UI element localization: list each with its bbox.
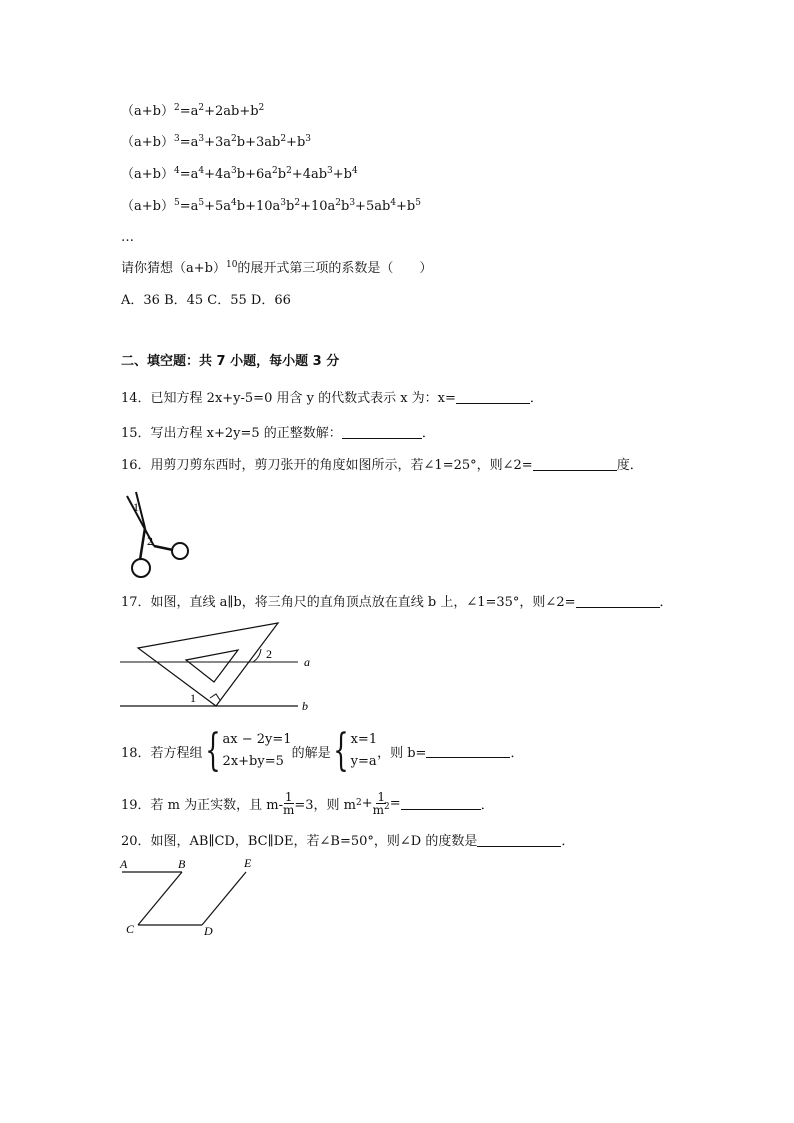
answer-blank[interactable]	[533, 458, 617, 471]
q19-mid: =3，则 m	[294, 797, 357, 813]
angle-label-1: 1	[133, 500, 139, 514]
parallel-lines-figure	[118, 855, 258, 937]
q20-text: 20．如图，AB∥CD，BC∥DE，若∠B=50°，则∠D 的度数是	[121, 834, 478, 849]
denominator-base: m	[372, 802, 385, 817]
denominator	[372, 801, 390, 817]
equals-sign: =	[389, 795, 401, 811]
left-brace: {	[332, 725, 349, 776]
equation-system	[223, 729, 292, 773]
q15-text: 15．写出方程 x+2y=5 的正整数解：	[121, 426, 342, 441]
point-label-D: D	[204, 924, 213, 937]
expansion-lhs: （a+b）	[121, 104, 174, 119]
q18-end: ．	[510, 745, 524, 761]
question-17	[121, 594, 673, 612]
q13-power: 10	[225, 260, 238, 270]
answer-blank[interactable]	[477, 834, 561, 847]
denominator-power: 2	[384, 801, 390, 812]
q18-after: ，则 b=	[377, 745, 427, 761]
equation-1: ax − 2y=1	[222, 732, 292, 747]
angle-label-1: 1	[190, 691, 196, 705]
expansion-lhs: （a+b）	[121, 199, 174, 214]
fraction-1-over-m-squared	[373, 791, 390, 816]
question-18	[121, 725, 524, 776]
answer-blank[interactable]	[456, 391, 530, 404]
ellipsis: …	[121, 230, 134, 245]
point-label-B: B	[178, 857, 186, 871]
q18-prefix: 18．若方程组	[121, 745, 203, 761]
q14-end: ．	[529, 391, 543, 406]
question-14	[121, 390, 543, 408]
expansion-rhs: $=a^5+5a^4b+10a^3b^2+10a^2b^3+5ab^4+b^5$	[179, 198, 421, 214]
left-brace: {	[204, 725, 221, 776]
point-label-A: A	[120, 857, 128, 871]
answer-blank[interactable]	[342, 426, 422, 439]
question-15	[121, 425, 435, 443]
expansion-power: 2	[173, 103, 180, 113]
numerator: 1	[377, 789, 386, 804]
q16-end: 度．	[616, 458, 643, 473]
expansion-line-5	[121, 198, 421, 216]
expansion-rhs: $=a^3+3a^2b+3ab^2+b^3$	[179, 134, 311, 150]
numerator: 1	[284, 789, 293, 804]
denominator: m	[283, 802, 295, 817]
expansion-line-3	[121, 134, 311, 152]
expansion-line-2	[121, 103, 264, 121]
q16-text: 16．用剪刀剪东西时，剪刀张开的角度如图所示，若∠1=25°，则∠2=	[121, 458, 533, 473]
expansion-rhs: $=a^4+4a^3b+6a^2b^2+4ab^3+b^4$	[179, 166, 358, 182]
solution-system	[351, 729, 378, 773]
expansion-line-4	[121, 166, 358, 184]
q13-prefix: 请你猜想（a+b）	[121, 261, 226, 276]
expansion-power: 5	[173, 198, 180, 208]
line-label-a: a	[304, 655, 310, 669]
q19-prefix: 19．若 m 为正实数，且 m-	[121, 797, 283, 813]
triangle-ruler-figure	[118, 618, 318, 718]
solution-2: y=a	[350, 754, 377, 769]
expansion-lhs: （a+b）	[121, 135, 174, 150]
answer-blank[interactable]	[401, 797, 481, 810]
solution-1: x=1	[350, 732, 378, 747]
point-label-E: E	[244, 856, 252, 870]
equation-2: 2x+by=5	[222, 754, 284, 769]
question-13	[121, 260, 432, 278]
question-20	[121, 833, 574, 851]
angle-label-2: 2	[147, 534, 153, 548]
q18-mid: 的解是	[291, 745, 331, 761]
q15-end: ．	[421, 426, 435, 441]
q17-text: 17．如图，直线 a∥b，将三角尺的直角顶点放在直线 b 上，∠1=35°，则∠2=	[121, 595, 576, 610]
q13-options: A．36 B．45 C．55 D．66	[121, 293, 291, 308]
q14-text: 14．已知方程 2x+y-5=0 用含 y 的代数式表示 x 为：x=	[121, 391, 456, 406]
answer-blank[interactable]	[426, 745, 510, 758]
point-label-C: C	[126, 922, 135, 936]
fraction-1-over-m	[283, 791, 294, 816]
plus-sign: +	[361, 795, 373, 811]
q13-suffix: 的展开式第三项的系数是（ ）	[237, 261, 433, 276]
expansion-power: 4	[173, 166, 180, 176]
angle-label-2: 2	[266, 647, 272, 661]
question-19: 19．若 m 为正实数，且 m- $\frac{1}{m}$ =3，则 m 2 + $\frac{1}{m^2}$ = ．	[121, 789, 494, 817]
expansion-rhs: $=a^2+2ab+b^2$	[179, 103, 265, 119]
q19-end: ．	[480, 797, 494, 813]
scissors-figure	[121, 490, 193, 582]
expansion-lhs: （a+b）	[121, 167, 174, 182]
section-title: 二、填空题：共 7 小题，每小题 3 分	[121, 354, 340, 369]
expansion-power: 3	[173, 134, 180, 144]
q17-end: ．	[659, 595, 673, 610]
answer-blank[interactable]	[576, 595, 660, 608]
q20-end: ．	[561, 834, 575, 849]
line-label-b: b	[302, 699, 308, 713]
question-16	[121, 457, 643, 475]
